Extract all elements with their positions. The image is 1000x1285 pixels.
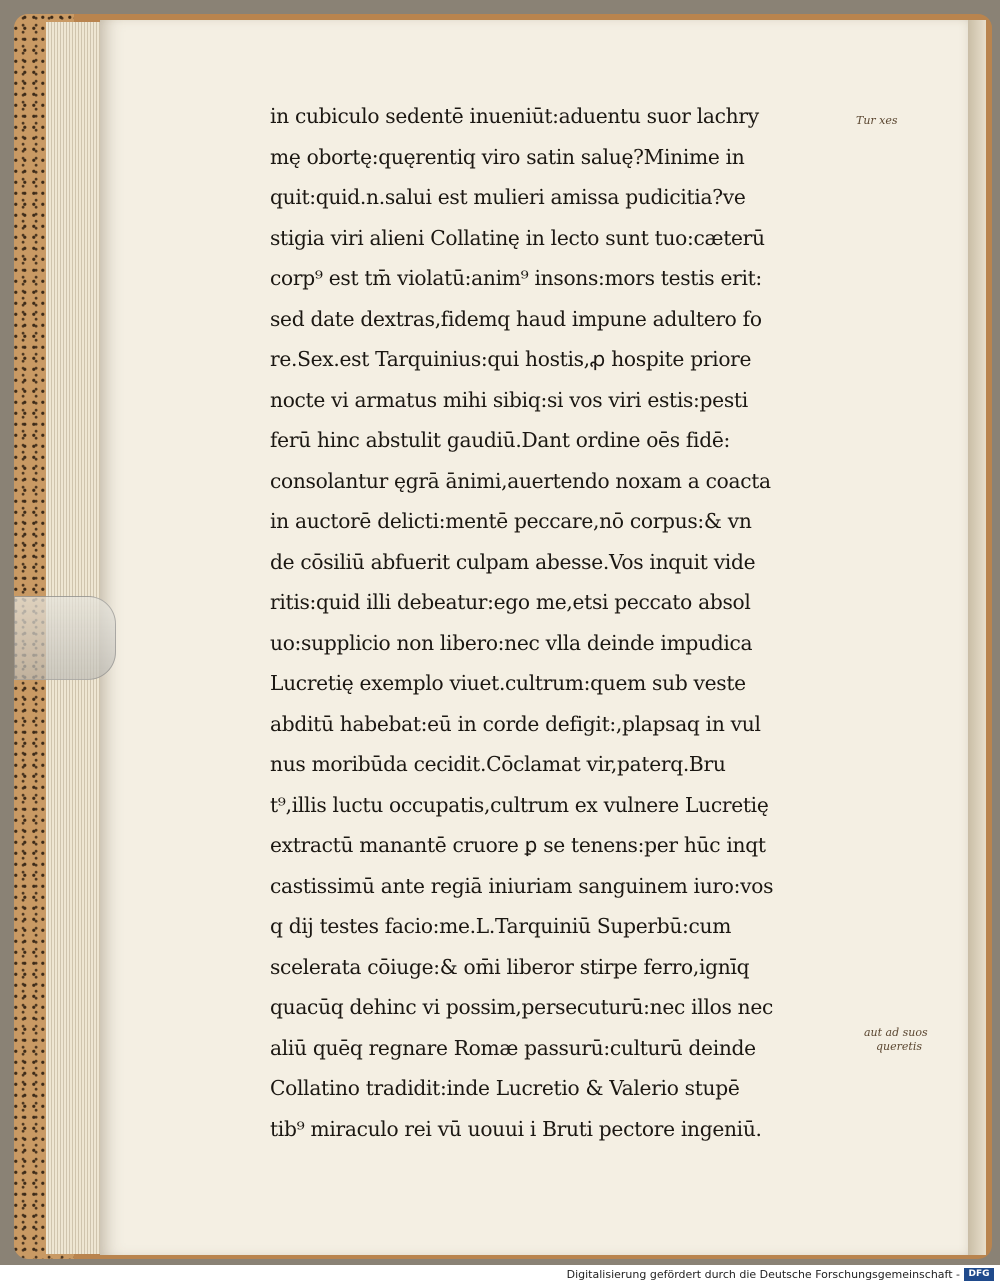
text-line: in cubiculo sedentē inueniūt:aduentu suor lachry (270, 104, 759, 128)
text-line: castissimū ante regiā iniuriam sanguinem iuro:vos (270, 873, 774, 898)
text-line: quit:quid.n.salui est mulieri amissa pudicitia?ve (270, 185, 746, 209)
margin-note: aut ad suos (864, 1026, 928, 1039)
margin-note: Tur xes (856, 114, 898, 127)
page-clip (14, 596, 116, 680)
text-line: re.Sex.est Tarquinius:qui hostis,ꝓ hospite priore (270, 347, 752, 371)
text-line: aliū quēq regnare Romæ passurū:culturū deinde (270, 1035, 756, 1060)
text-line: corp⁹ est tm̄ violatū:anim⁹ insons:mors testis erit: (270, 266, 762, 290)
text-line: abditū habebat:eū in corde defigit:,plapsaq in vul (270, 711, 761, 736)
dfg-logo: DFG (964, 1268, 994, 1281)
funding-credit: Digitalisierung gefördert durch die Deutsche Forschungsgemeinschaft - (566, 1268, 960, 1281)
text-line: in auctorē delicti:mentē peccare,nō corpus:& vn (270, 509, 752, 533)
text-line: ferū hinc abstulit gaudiū.Dant ordine oēs fidē: (270, 428, 730, 452)
text-line: nocte vi armatus mihi sibiq:si vos viri estis:pesti (270, 387, 748, 412)
text-line: de cōsiliū abfuerit culpam abesse.Vos inquit vide (270, 549, 756, 574)
text-line: Collatino tradidit:inde Lucretio & Valerio stupē (270, 1076, 740, 1100)
page-gutter (968, 20, 986, 1255)
printed-text-block (270, 96, 860, 1149)
text-line: t⁹,illis luctu occupatis,cultrum ex vulnere Lucretię (270, 792, 769, 817)
text-line: consolantur ęgrā ānimi,auertendo noxam a coacta (270, 468, 771, 493)
text-line: nus moribūda cecidit.Cōclamat vir,paterq.Bru (270, 752, 726, 776)
text-line: ritis:quid illi debeatur:ego me,etsi peccato absol (270, 590, 751, 614)
text-line: quacūq dehinc vi possim,persecuturū:nec illos nec (270, 995, 773, 1019)
text-line: extractū manantē cruore ꝑ se tenens:per hūc inqt (270, 833, 766, 857)
text-line: q dij testes facio:me.L.Tarquiniū Superbū:cum (270, 914, 732, 938)
text-line: Lucretię exemplo viuet.cultrum:quem sub veste (270, 671, 746, 695)
text-line: stigia viri alieni Collatinę in lecto sunt tuo:cæterū (270, 225, 765, 250)
text-line: sed date dextras,fidemq haud impune adultero fo (270, 306, 762, 331)
footer-bar (0, 1265, 1000, 1285)
text-line: uo:supplicio non libero:nec vlla deinde impudica (270, 630, 753, 655)
margin-note: queretis (876, 1040, 922, 1053)
text-line: scelerata cōiuge:& om̄i liberor stirpe ferro,ignīq (270, 954, 750, 979)
text-line: tib⁹ miraculo rei vū uouui i Bruti pectore ingeniū. (270, 1116, 762, 1141)
text-line: mę obortę:quęrentiq viro satin saluę?Minime in (270, 144, 745, 169)
